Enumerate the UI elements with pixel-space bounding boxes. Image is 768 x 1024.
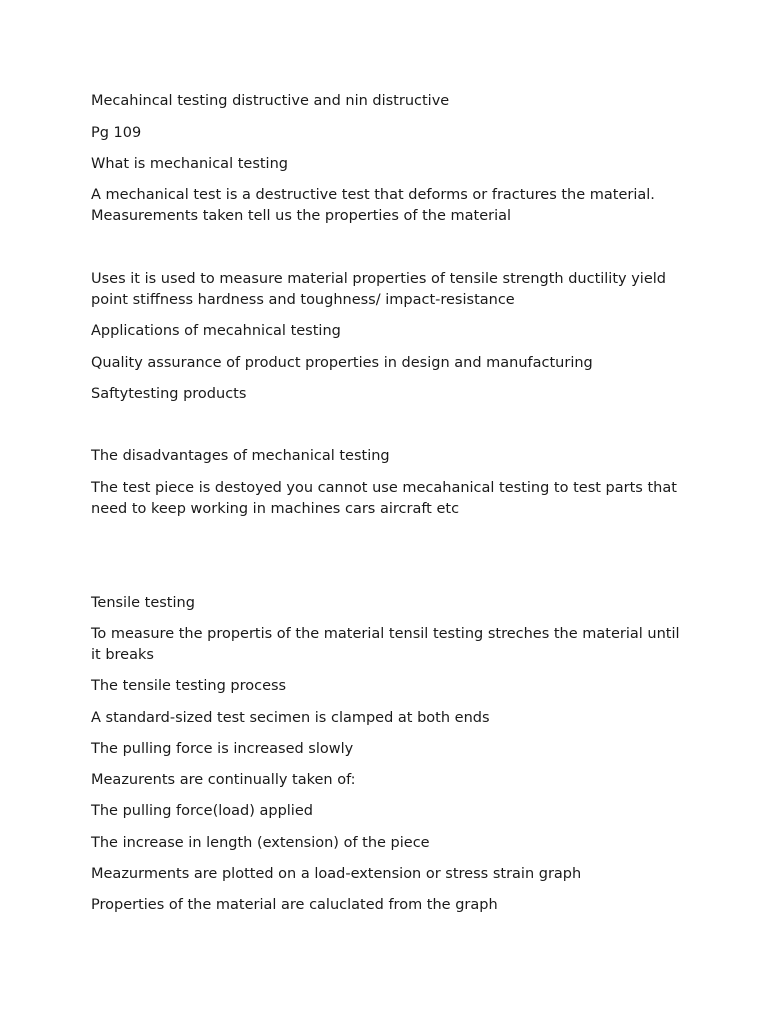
definition-paragraph: A mechanical test is a destructive test that deforms or fractures the material. Measurements taken tell us the properties of the material [91, 187, 655, 224]
disadvantages-heading: The disadvantages of mechanical testing [91, 448, 390, 464]
question-heading: What is mechanical testing [91, 156, 288, 172]
application-item-safety: Saftytesting products [91, 386, 247, 402]
applications-heading: Applications of mecahnical testing [91, 323, 341, 339]
process-step: A standard-sized test secimen is clamped at both ends [91, 710, 490, 726]
tensile-purpose-paragraph: To measure the propertis of the material tensil testing streches the material until it breaks [91, 626, 680, 663]
application-item-quality: Quality assurance of product properties in design and manufacturing [91, 355, 593, 371]
process-step: Meazurents are continually taken of: [91, 772, 356, 788]
process-step: The pulling force is increased slowly [91, 741, 354, 757]
process-step: Properties of the material are caluclated from the graph [91, 897, 498, 913]
page-reference: Pg 109 [91, 125, 142, 141]
document-title: Mecahincal testing distructive and nin distructive [91, 93, 450, 109]
process-step: Meazurments are plotted on a load-extension or stress strain graph [91, 866, 582, 882]
tensile-testing-heading: Tensile testing [91, 595, 195, 611]
process-heading: The tensile testing process [91, 678, 287, 694]
process-step: The increase in length (extension) of the piece [91, 835, 430, 851]
process-step: The pulling force(load) applied [91, 803, 313, 819]
disadvantages-paragraph: The test piece is destoyed you cannot use mecahanical testing to test parts that need to keep working in machines cars aircraft etc [91, 480, 677, 517]
uses-paragraph: Uses it is used to measure material properties of tensile strength ductility yield point stiffness hardness and toughness/ impact-resistance [91, 271, 666, 308]
